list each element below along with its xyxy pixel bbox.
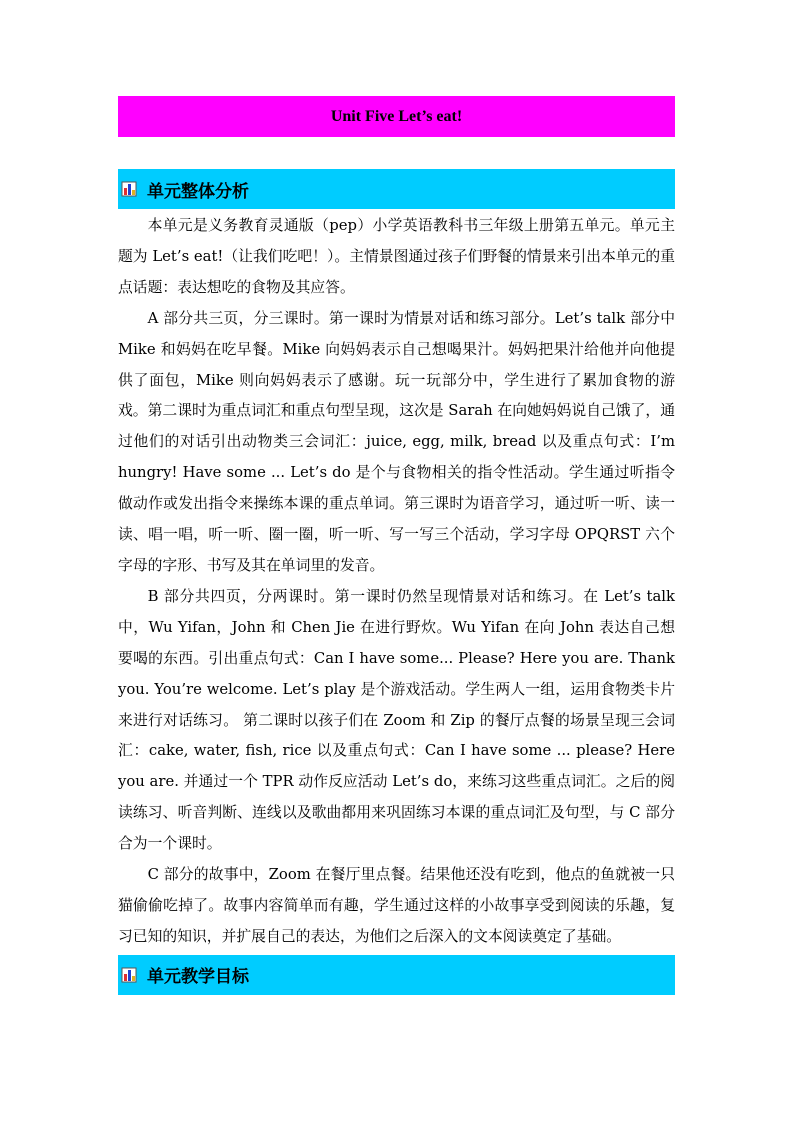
document-page bbox=[118, 96, 675, 995]
paragraph: A 部分共三页，分三课时。第一课时为情景对话和练习部分。Let’s talk 部分中 Mike 和妈妈在吃早餐。Mike 向妈妈表示自己想喝果汁。妈妈把果汁给他并向他提供了面包，Mike 则向妈妈表示了感谢。玩一玩部分中，学生进行了累加食物的游戏。第二课时为重点词汇和重点句型呈现，这次是 Sarah 在向她妈妈说自己饿了，通过他们的对话引出动物类三会词汇：juice, egg, milk, bread 以及重点句式：I’m hungry! Have some ... Let’s do 是个与食物相关的指令性活动。学生通过听指令做动作或发出指令来操练本课的重点单词。第三课时为语音学习，通过听一听、读一读、唱一唱，听一听、圈一圈，听一听、写一写三个活动，学习字母 OPQRST 六个字母的字形、书写及其在单词里的发音。 bbox=[118, 309, 675, 574]
paragraph: 本单元是义务教育灵通版（pep）小学英语教科书三年级上册第五单元。单元主题为 Let’s eat!（让我们吃吧！）。主情景图通过孩子们野餐的情景来引出本单元的重点话题：表达想吃的食物及其应答。 bbox=[118, 217, 675, 296]
paragraph: B 部分共四页，分两课时。第一课时仍然呈现情景对话和练习。在 Let’s talk 中，Wu Yifan，John 和 Chen Jie 在进行野炊。Wu Yifan 在向 John 表达自己想要喝的东西。引出重点句式：Can I have some... Please? Here you are. Thank you. You’re welcome. Let’s play 是个游戏活动。学生两人一组，运用食物类卡片来进行对话练习。 第二课时以孩子们在 Zoom 和 Zip 的餐厅点餐的场景呈现三会词汇：cake, water, fish, rice 以及重点句式：Can I have some ... please? Here you are. 并通过一个 TPR 动作反应活动 Let’s do，来练习这些重点词汇。之后的阅读练习、听音判断、连线以及歌曲都用来巩固练习本课的重点词汇及句型，与 C 部分合为一个课时。 bbox=[118, 587, 675, 853]
section-heading: 单元教学目标 bbox=[147, 967, 249, 988]
section-header-analysis bbox=[118, 169, 675, 209]
color-bars-icon bbox=[121, 967, 137, 983]
section-heading: 单元整体分析 bbox=[147, 181, 249, 202]
unit-title-bar bbox=[118, 96, 675, 137]
color-bars-icon bbox=[121, 181, 137, 197]
unit-title: Unit Five Let’s eat! bbox=[330, 108, 463, 125]
paragraph: C 部分的故事中，Zoom 在餐厅里点餐。结果他还没有吃到，他点的鱼就被一只猫偷偷吃掉了。故事内容简单而有趣，学生通过这样的小故事享受到阅读的乐趣，复习已知的知识，并扩展自己的表达，为他们之后深入的文本阅读奠定了基础。 bbox=[118, 866, 675, 945]
section-header-objectives bbox=[118, 955, 675, 995]
section-body-analysis bbox=[118, 209, 675, 955]
